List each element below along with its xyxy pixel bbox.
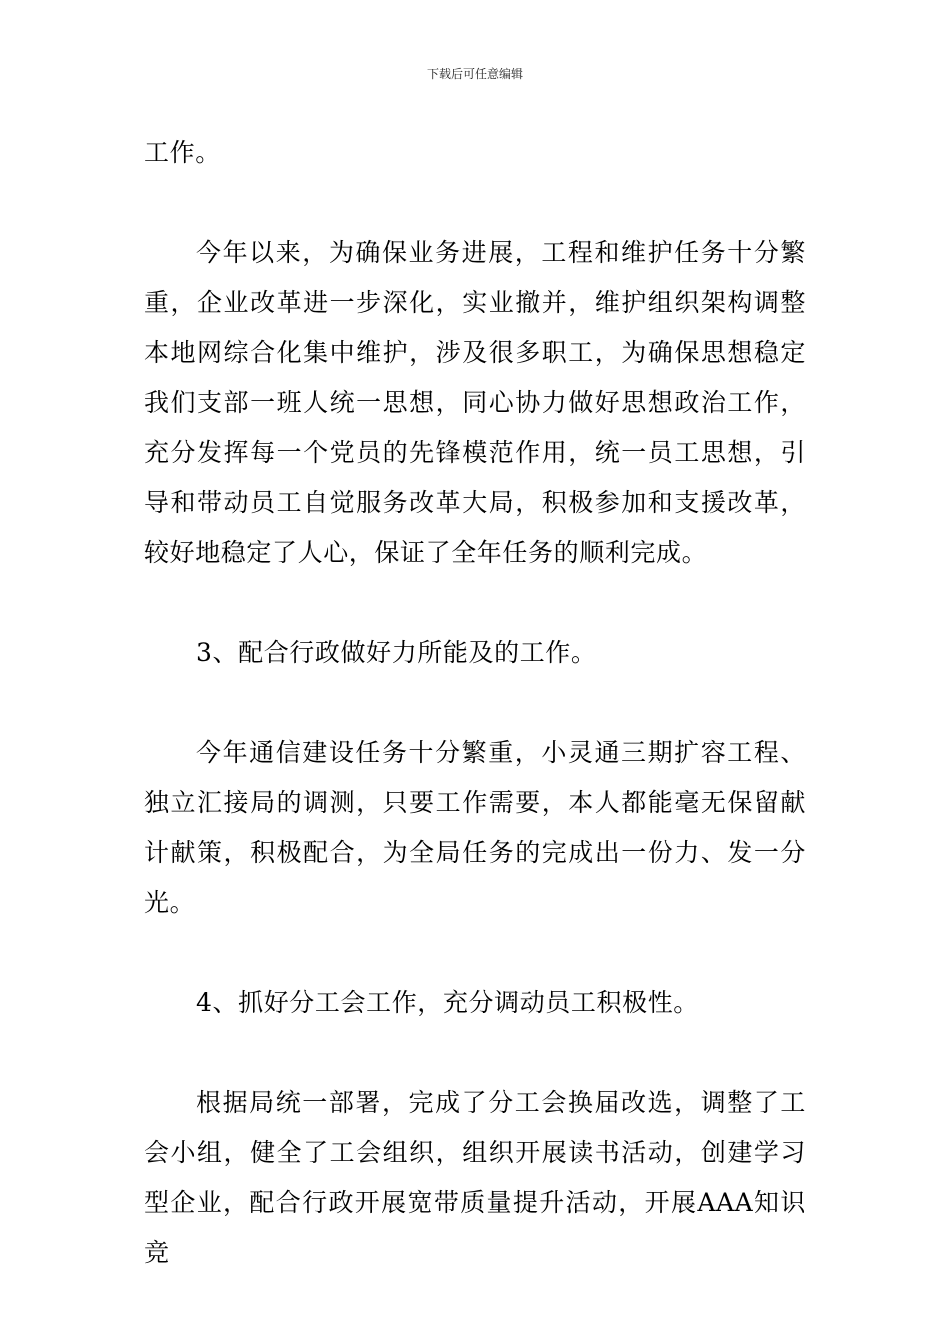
paragraph-reform-stability: 今年以来，为确保业务进展，工程和维护任务十分繁重，企业改革进一步深化，实业撤并，维护组织架构调整本地网综合化集中维护，涉及很多职工，为确保思想稳定我们支部一班人统一思想，同心协力做好思想政治工作，充分发挥每一个党员的先锋模范作用，统一员工思想，引导和带动员工自觉服务改革大局，积极参加和支援改革，较好地稳定了人心，保证了全年任务的顺利完成。 xyxy=(144,238,806,567)
page-header: 下载后可任意编辑 xyxy=(426,67,523,81)
paragraph-continuation: 工作。 xyxy=(144,138,221,167)
document-body xyxy=(144,128,806,1278)
paragraph-construction-tasks: 今年通信建设任务十分繁重，小灵通三期扩容工程、独立汇接局的调测，只要工作需要，本人都能毫无保留献计献策，积极配合，为全局任务的完成出一份力、发一分光。 xyxy=(144,738,806,917)
paragraph-union-work: 根据局统一部署，完成了分工会换届改选，调整了工会小组，健全了工会组织，组织开展读书活动，创建学习型企业，配合行政开展宽带质量提升活动，开展AAA知识竞 xyxy=(144,1088,806,1267)
section-heading-4: 4、抓好分工会工作，充分调动员工积极性。 xyxy=(196,988,699,1017)
section-heading-3: 3、配合行政做好力所能及的工作。 xyxy=(196,638,597,667)
